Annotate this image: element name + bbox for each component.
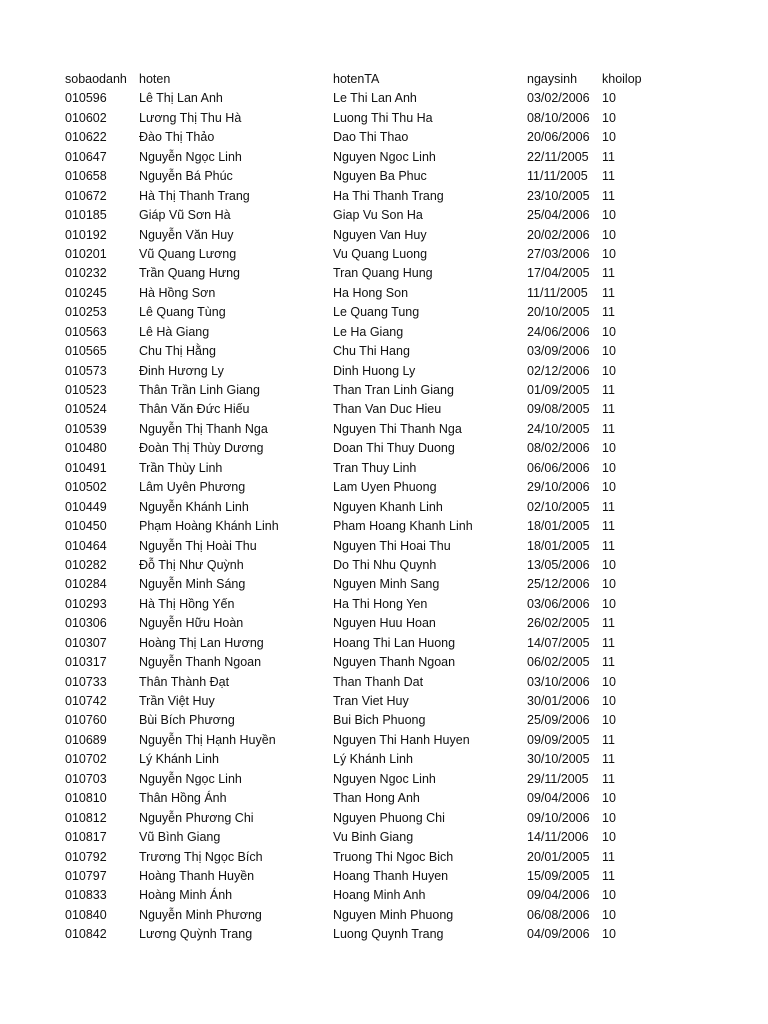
cell-sobaodanh: 010689 (65, 732, 107, 747)
cell-sobaodanh: 010573 (65, 363, 107, 378)
cell-sobaodanh: 010317 (65, 655, 107, 670)
header-ngaysinh: ngaysinh (527, 72, 578, 86)
cell-hotenta: Tran Thuy Linh (333, 460, 417, 475)
cell-ngaysinh: 08/02/2006 (527, 441, 590, 456)
cell-ngaysinh: 09/04/2006 (527, 791, 590, 806)
cell-hotenta: Nguyen Phuong Chi (333, 810, 445, 825)
cell-hotenta: Vu Binh Giang (333, 830, 414, 845)
cell-hotenta: Doan Thi Thuy Duong (333, 441, 455, 456)
cell-sobaodanh: 010792 (65, 849, 107, 864)
cell-hotenta: Pham Hoang Khanh Linh (333, 519, 473, 534)
cell-khoilop: 11 (602, 499, 615, 514)
cell-sobaodanh: 010232 (65, 266, 107, 281)
cell-hotenta: Than Van Duc Hieu (333, 402, 442, 417)
table-row (65, 342, 705, 361)
cell-hotenta: Dao Thi Thao (333, 130, 409, 145)
cell-khoilop: 11 (602, 421, 615, 436)
table-row (65, 595, 705, 614)
cell-khoilop: 11 (602, 635, 615, 650)
cell-hoten: Lê Thị Lan Anh (139, 91, 223, 106)
table-row (65, 264, 705, 283)
table-row (65, 537, 705, 556)
cell-hotenta: Nguyen Ngoc Linh (333, 149, 436, 164)
table-row (65, 614, 705, 633)
cell-hoten: Trần Việt Huy (139, 694, 215, 708)
cell-khoilop: 10 (602, 110, 616, 125)
cell-khoilop: 10 (602, 344, 616, 359)
cell-ngaysinh: 20/10/2005 (527, 305, 590, 320)
cell-hotenta: Dinh Huong Ly (333, 363, 416, 378)
table-row (65, 556, 705, 575)
table-row (65, 634, 705, 653)
cell-sobaodanh: 010812 (65, 810, 107, 825)
cell-hotenta: Lý Khánh Linh (333, 752, 413, 767)
cell-sobaodanh: 010833 (65, 888, 107, 903)
cell-sobaodanh: 010810 (65, 791, 107, 806)
cell-ngaysinh: 03/10/2006 (527, 674, 590, 689)
cell-sobaodanh: 010565 (65, 344, 107, 359)
cell-khoilop: 11 (602, 655, 615, 670)
cell-hoten: Bùi Bích Phương (139, 713, 235, 728)
cell-khoilop: 10 (602, 674, 616, 689)
cell-khoilop: 10 (602, 441, 616, 456)
cell-hoten: Phạm Hoàng Khánh Linh (139, 519, 279, 534)
cell-khoilop: 10 (602, 830, 616, 845)
cell-ngaysinh: 06/02/2005 (527, 655, 590, 670)
cell-ngaysinh: 13/05/2006 (527, 557, 590, 572)
cell-sobaodanh: 010524 (65, 402, 107, 417)
cell-sobaodanh: 010658 (65, 169, 107, 184)
table-row (65, 731, 705, 750)
cell-ngaysinh: 17/04/2005 (527, 266, 590, 281)
cell-ngaysinh: 26/02/2005 (527, 616, 590, 631)
cell-hoten: Thân Văn Đức Hiếu (139, 402, 250, 417)
header-sobaodanh: sobaodanh (65, 72, 127, 86)
cell-ngaysinh: 24/10/2005 (527, 421, 590, 436)
cell-hoten: Nguyễn Thanh Ngoan (139, 655, 262, 670)
cell-ngaysinh: 25/04/2006 (527, 208, 590, 223)
cell-hoten: Hà Thị Hồng Yến (139, 596, 235, 611)
cell-khoilop: 10 (602, 694, 616, 708)
table-row (65, 770, 705, 789)
table-row (65, 362, 705, 381)
cell-sobaodanh: 010539 (65, 421, 107, 436)
table-row (65, 517, 705, 536)
cell-sobaodanh: 010282 (65, 557, 107, 572)
cell-sobaodanh: 010306 (65, 616, 107, 631)
cell-hotenta: Lam Uyen Phuong (333, 480, 437, 495)
table-row (65, 653, 705, 672)
cell-khoilop: 11 (602, 402, 615, 417)
table-row (65, 206, 705, 225)
table-row (65, 886, 705, 905)
cell-ngaysinh: 03/06/2006 (527, 596, 590, 611)
cell-sobaodanh: 010464 (65, 538, 107, 553)
cell-ngaysinh: 01/09/2005 (527, 383, 590, 397)
cell-hoten: Đào Thị Thảo (139, 130, 215, 145)
cell-khoilop: 11 (602, 519, 615, 534)
cell-hotenta: Tran Viet Huy (333, 694, 409, 708)
table-row (65, 478, 705, 497)
cell-hoten: Nguyễn Bá Phúc (139, 169, 233, 184)
cell-hoten: Lâm Uyên Phương (139, 480, 246, 495)
table-row (65, 867, 705, 886)
cell-hotenta: Luong Quynh Trang (333, 927, 444, 942)
cell-hotenta: Luong Thi Thu Ha (333, 110, 433, 125)
cell-ngaysinh: 27/03/2006 (527, 246, 590, 261)
cell-ngaysinh: 18/01/2005 (527, 538, 590, 553)
cell-sobaodanh: 010185 (65, 208, 107, 223)
table-row (65, 303, 705, 322)
cell-hoten: Nguyễn Ngọc Linh (139, 771, 242, 786)
cell-khoilop: 11 (602, 849, 615, 864)
cell-ngaysinh: 22/11/2005 (527, 149, 589, 164)
table-row (65, 692, 705, 711)
cell-hotenta: Truong Thi Ngoc Bich (333, 849, 454, 864)
cell-hotenta: Nguyen Minh Phuong (333, 907, 454, 922)
table-row (65, 906, 705, 925)
cell-ngaysinh: 25/12/2006 (527, 577, 590, 592)
cell-khoilop: 10 (602, 480, 616, 495)
cell-ngaysinh: 23/10/2005 (527, 188, 590, 203)
cell-hotenta: Nguyen Thi Thanh Nga (333, 421, 462, 436)
cell-ngaysinh: 09/09/2005 (527, 732, 590, 747)
cell-ngaysinh: 03/09/2006 (527, 344, 590, 359)
table-row (65, 167, 705, 186)
cell-ngaysinh: 29/10/2006 (527, 480, 590, 495)
cell-hotenta: Hoang Thi Lan Huong (333, 635, 456, 650)
cell-ngaysinh: 14/11/2006 (527, 830, 589, 845)
cell-sobaodanh: 010245 (65, 285, 107, 300)
cell-hotenta: Bui Bich Phuong (333, 713, 426, 728)
table-row (65, 925, 705, 944)
cell-khoilop: 10 (602, 363, 616, 378)
cell-hoten: Nguyễn Minh Sáng (139, 577, 246, 592)
cell-hoten: Hà Thị Thanh Trang (139, 188, 250, 203)
table-row (65, 459, 705, 478)
table-row (65, 673, 705, 692)
header-hoten: hoten (139, 72, 171, 86)
table-row (65, 750, 705, 769)
cell-hotenta: Do Thi Nhu Quynh (333, 557, 437, 572)
cell-ngaysinh: 11/11/2005 (527, 285, 588, 300)
cell-sobaodanh: 010449 (65, 499, 107, 514)
cell-khoilop: 11 (602, 616, 615, 631)
cell-hoten: Nguyễn Văn Huy (139, 227, 234, 242)
cell-sobaodanh: 010840 (65, 907, 107, 922)
cell-hotenta: Than Tran Linh Giang (333, 383, 454, 397)
cell-khoilop: 11 (602, 285, 615, 300)
cell-hotenta: Le Thi Lan Anh (333, 91, 417, 106)
cell-hotenta: Nguyen Thanh Ngoan (333, 655, 456, 670)
cell-khoilop: 10 (602, 324, 616, 339)
cell-hoten: Hà Hồng Sơn (139, 285, 216, 300)
cell-hotenta: Nguyen Thi Hoai Thu (333, 538, 451, 553)
cell-khoilop: 11 (602, 383, 615, 397)
cell-sobaodanh: 010797 (65, 868, 107, 883)
cell-hoten: Lê Quang Tùng (139, 305, 226, 320)
table-row (65, 828, 705, 847)
table-row (65, 439, 705, 458)
cell-khoilop: 10 (602, 888, 616, 903)
cell-sobaodanh: 010253 (65, 305, 107, 320)
table-row (65, 148, 705, 167)
cell-khoilop: 10 (602, 713, 616, 728)
cell-sobaodanh: 010702 (65, 752, 107, 767)
cell-hoten: Lê Hà Giang (139, 324, 210, 339)
cell-hoten: Chu Thị Hằng (139, 344, 216, 359)
cell-hoten: Vũ Quang Lương (139, 246, 237, 261)
cell-hotenta: Hoang Minh Anh (333, 888, 426, 903)
cell-hotenta: Nguyen Huu Hoan (333, 616, 436, 631)
cell-hoten: Hoàng Minh Ánh (139, 888, 233, 903)
cell-hoten: Lý Khánh Linh (139, 752, 219, 767)
cell-khoilop: 11 (602, 305, 615, 320)
cell-khoilop: 10 (602, 91, 616, 106)
cell-hoten: Trần Quang Hưng (139, 266, 241, 281)
cell-khoilop: 11 (602, 169, 615, 184)
cell-khoilop: 10 (602, 927, 616, 942)
cell-hotenta: Ha Thi Hong Yen (333, 596, 428, 611)
cell-hoten: Nguyễn Thị Hoài Thu (139, 538, 257, 553)
cell-hoten: Giáp Vũ Sơn Hà (139, 208, 231, 223)
cell-hotenta: Than Thanh Dat (333, 674, 424, 689)
cell-hoten: Hoàng Thị Lan Hương (139, 635, 264, 650)
cell-sobaodanh: 010192 (65, 227, 107, 242)
cell-sobaodanh: 010201 (65, 246, 107, 261)
cell-khoilop: 11 (602, 188, 615, 203)
cell-hoten: Vũ Bình Giang (139, 830, 221, 845)
cell-hoten: Trần Thùy Linh (139, 460, 223, 475)
cell-khoilop: 11 (602, 868, 615, 883)
cell-hoten: Lương Quỳnh Trang (139, 927, 253, 942)
table-row (65, 323, 705, 342)
table-row (65, 245, 705, 264)
cell-sobaodanh: 010760 (65, 713, 107, 728)
cell-sobaodanh: 010622 (65, 130, 107, 145)
cell-ngaysinh: 30/01/2006 (527, 694, 590, 708)
cell-hoten: Hoàng Thanh Huyền (139, 868, 255, 883)
cell-sobaodanh: 010842 (65, 927, 107, 942)
cell-sobaodanh: 010284 (65, 577, 107, 592)
cell-sobaodanh: 010491 (65, 460, 107, 475)
cell-ngaysinh: 06/08/2006 (527, 907, 590, 922)
table-row (65, 128, 705, 147)
cell-hoten: Trương Thị Ngọc Bích (139, 849, 263, 864)
cell-hoten: Nguyễn Minh Phương (139, 907, 262, 922)
cell-ngaysinh: 14/07/2005 (527, 635, 590, 650)
cell-hotenta: Nguyen Khanh Linh (333, 499, 443, 514)
cell-sobaodanh: 010523 (65, 383, 107, 397)
header-khoilop: khoilop (602, 72, 642, 86)
cell-khoilop: 10 (602, 246, 616, 261)
cell-khoilop: 10 (602, 208, 616, 223)
cell-sobaodanh: 010703 (65, 771, 107, 786)
cell-sobaodanh: 010602 (65, 110, 107, 125)
cell-sobaodanh: 010293 (65, 596, 107, 611)
cell-khoilop: 10 (602, 810, 616, 825)
cell-hotenta: Nguyen Ngoc Linh (333, 771, 436, 786)
cell-hotenta: Than Hong Anh (333, 791, 420, 806)
cell-ngaysinh: 24/06/2006 (527, 324, 590, 339)
table-row (65, 381, 705, 400)
cell-sobaodanh: 010817 (65, 830, 107, 845)
table-body (65, 89, 705, 944)
cell-sobaodanh: 010450 (65, 519, 107, 534)
cell-ngaysinh: 11/11/2005 (527, 169, 588, 184)
cell-hoten: Đinh Hương Ly (139, 363, 224, 378)
cell-ngaysinh: 30/10/2005 (527, 752, 590, 767)
cell-sobaodanh: 010563 (65, 324, 107, 339)
cell-hoten: Nguyễn Khánh Linh (139, 499, 249, 514)
cell-sobaodanh: 010596 (65, 91, 107, 106)
cell-sobaodanh: 010647 (65, 149, 107, 164)
cell-hotenta: Le Ha Giang (333, 324, 404, 339)
cell-khoilop: 11 (602, 538, 615, 553)
cell-khoilop: 10 (602, 460, 616, 475)
cell-hotenta: Giap Vu Son Ha (333, 208, 423, 223)
cell-sobaodanh: 010742 (65, 694, 107, 708)
cell-sobaodanh: 010480 (65, 441, 107, 456)
cell-ngaysinh: 04/09/2006 (527, 927, 590, 942)
cell-hotenta: Ha Thi Thanh Trang (333, 188, 444, 203)
cell-hoten: Nguyễn Thị Thanh Nga (139, 421, 268, 436)
cell-hoten: Thân Thành Đạt (139, 674, 230, 689)
cell-hoten: Thân Trần Linh Giang (139, 383, 260, 397)
table-row (65, 226, 705, 245)
student-table (65, 70, 705, 945)
cell-hotenta: Le Quang Tung (333, 305, 420, 320)
table-row (65, 284, 705, 303)
cell-ngaysinh: 08/10/2006 (527, 110, 590, 125)
cell-hotenta: Chu Thi Hang (333, 344, 410, 359)
cell-khoilop: 10 (602, 907, 616, 922)
cell-ngaysinh: 02/10/2005 (527, 499, 590, 514)
cell-sobaodanh: 010307 (65, 635, 107, 650)
table-row (65, 848, 705, 867)
cell-ngaysinh: 25/09/2006 (527, 713, 590, 728)
cell-sobaodanh: 010672 (65, 188, 107, 203)
cell-ngaysinh: 20/01/2005 (527, 849, 590, 864)
cell-hoten: Lương Thị Thu Hà (139, 110, 242, 125)
cell-hotenta: Nguyen Thi Hanh Huyen (333, 732, 470, 747)
cell-hoten: Nguyễn Phương Chi (139, 810, 254, 825)
cell-sobaodanh: 010733 (65, 674, 107, 689)
cell-ngaysinh: 15/09/2005 (527, 868, 590, 883)
cell-ngaysinh: 20/06/2006 (527, 130, 590, 145)
table-row (65, 187, 705, 206)
cell-hotenta: Nguyen Minh Sang (333, 577, 440, 592)
cell-hoten: Nguyễn Hữu Hoàn (139, 616, 244, 631)
cell-hotenta: Vu Quang Luong (333, 246, 428, 261)
table-row (65, 109, 705, 128)
cell-khoilop: 10 (602, 557, 616, 572)
cell-khoilop: 10 (602, 227, 616, 242)
table-header-row (65, 70, 705, 89)
cell-khoilop: 11 (602, 266, 615, 281)
cell-khoilop: 11 (602, 771, 615, 786)
header-hotenta: hotenTA (333, 72, 380, 86)
table-row (65, 420, 705, 439)
table-row (65, 498, 705, 517)
cell-hoten: Đoàn Thị Thùy Dương (139, 441, 264, 456)
cell-hotenta: Tran Quang Hung (333, 266, 433, 281)
cell-sobaodanh: 010502 (65, 480, 107, 495)
cell-hoten: Đỗ Thị Như Quỳnh (139, 557, 244, 572)
cell-khoilop: 11 (602, 752, 615, 767)
cell-khoilop: 10 (602, 596, 616, 611)
table-row (65, 711, 705, 730)
table-row (65, 400, 705, 419)
cell-hotenta: Ha Hong Son (333, 285, 409, 300)
cell-hotenta: Hoang Thanh Huyen (333, 868, 449, 883)
cell-ngaysinh: 09/08/2005 (527, 402, 590, 417)
cell-ngaysinh: 20/02/2006 (527, 227, 590, 242)
cell-ngaysinh: 06/06/2006 (527, 460, 590, 475)
cell-hoten: Nguyễn Ngọc Linh (139, 149, 242, 164)
cell-ngaysinh: 29/11/2005 (527, 771, 589, 786)
cell-hotenta: Nguyen Van Huy (333, 227, 427, 242)
table-row (65, 789, 705, 808)
cell-ngaysinh: 18/01/2005 (527, 519, 590, 534)
cell-ngaysinh: 09/10/2006 (527, 810, 590, 825)
table-row (65, 575, 705, 594)
table-row (65, 809, 705, 828)
cell-ngaysinh: 09/04/2006 (527, 888, 590, 903)
cell-hotenta: Nguyen Ba Phuc (333, 169, 427, 184)
cell-khoilop: 10 (602, 130, 616, 145)
cell-ngaysinh: 03/02/2006 (527, 91, 590, 106)
cell-hoten: Thân Hồng Ánh (139, 791, 227, 806)
table-row (65, 89, 705, 108)
cell-khoilop: 11 (602, 732, 615, 747)
cell-khoilop: 10 (602, 791, 616, 806)
cell-khoilop: 10 (602, 577, 616, 592)
cell-ngaysinh: 02/12/2006 (527, 363, 590, 378)
cell-khoilop: 11 (602, 149, 615, 164)
cell-hoten: Nguyễn Thị Hạnh Huyền (139, 732, 276, 747)
